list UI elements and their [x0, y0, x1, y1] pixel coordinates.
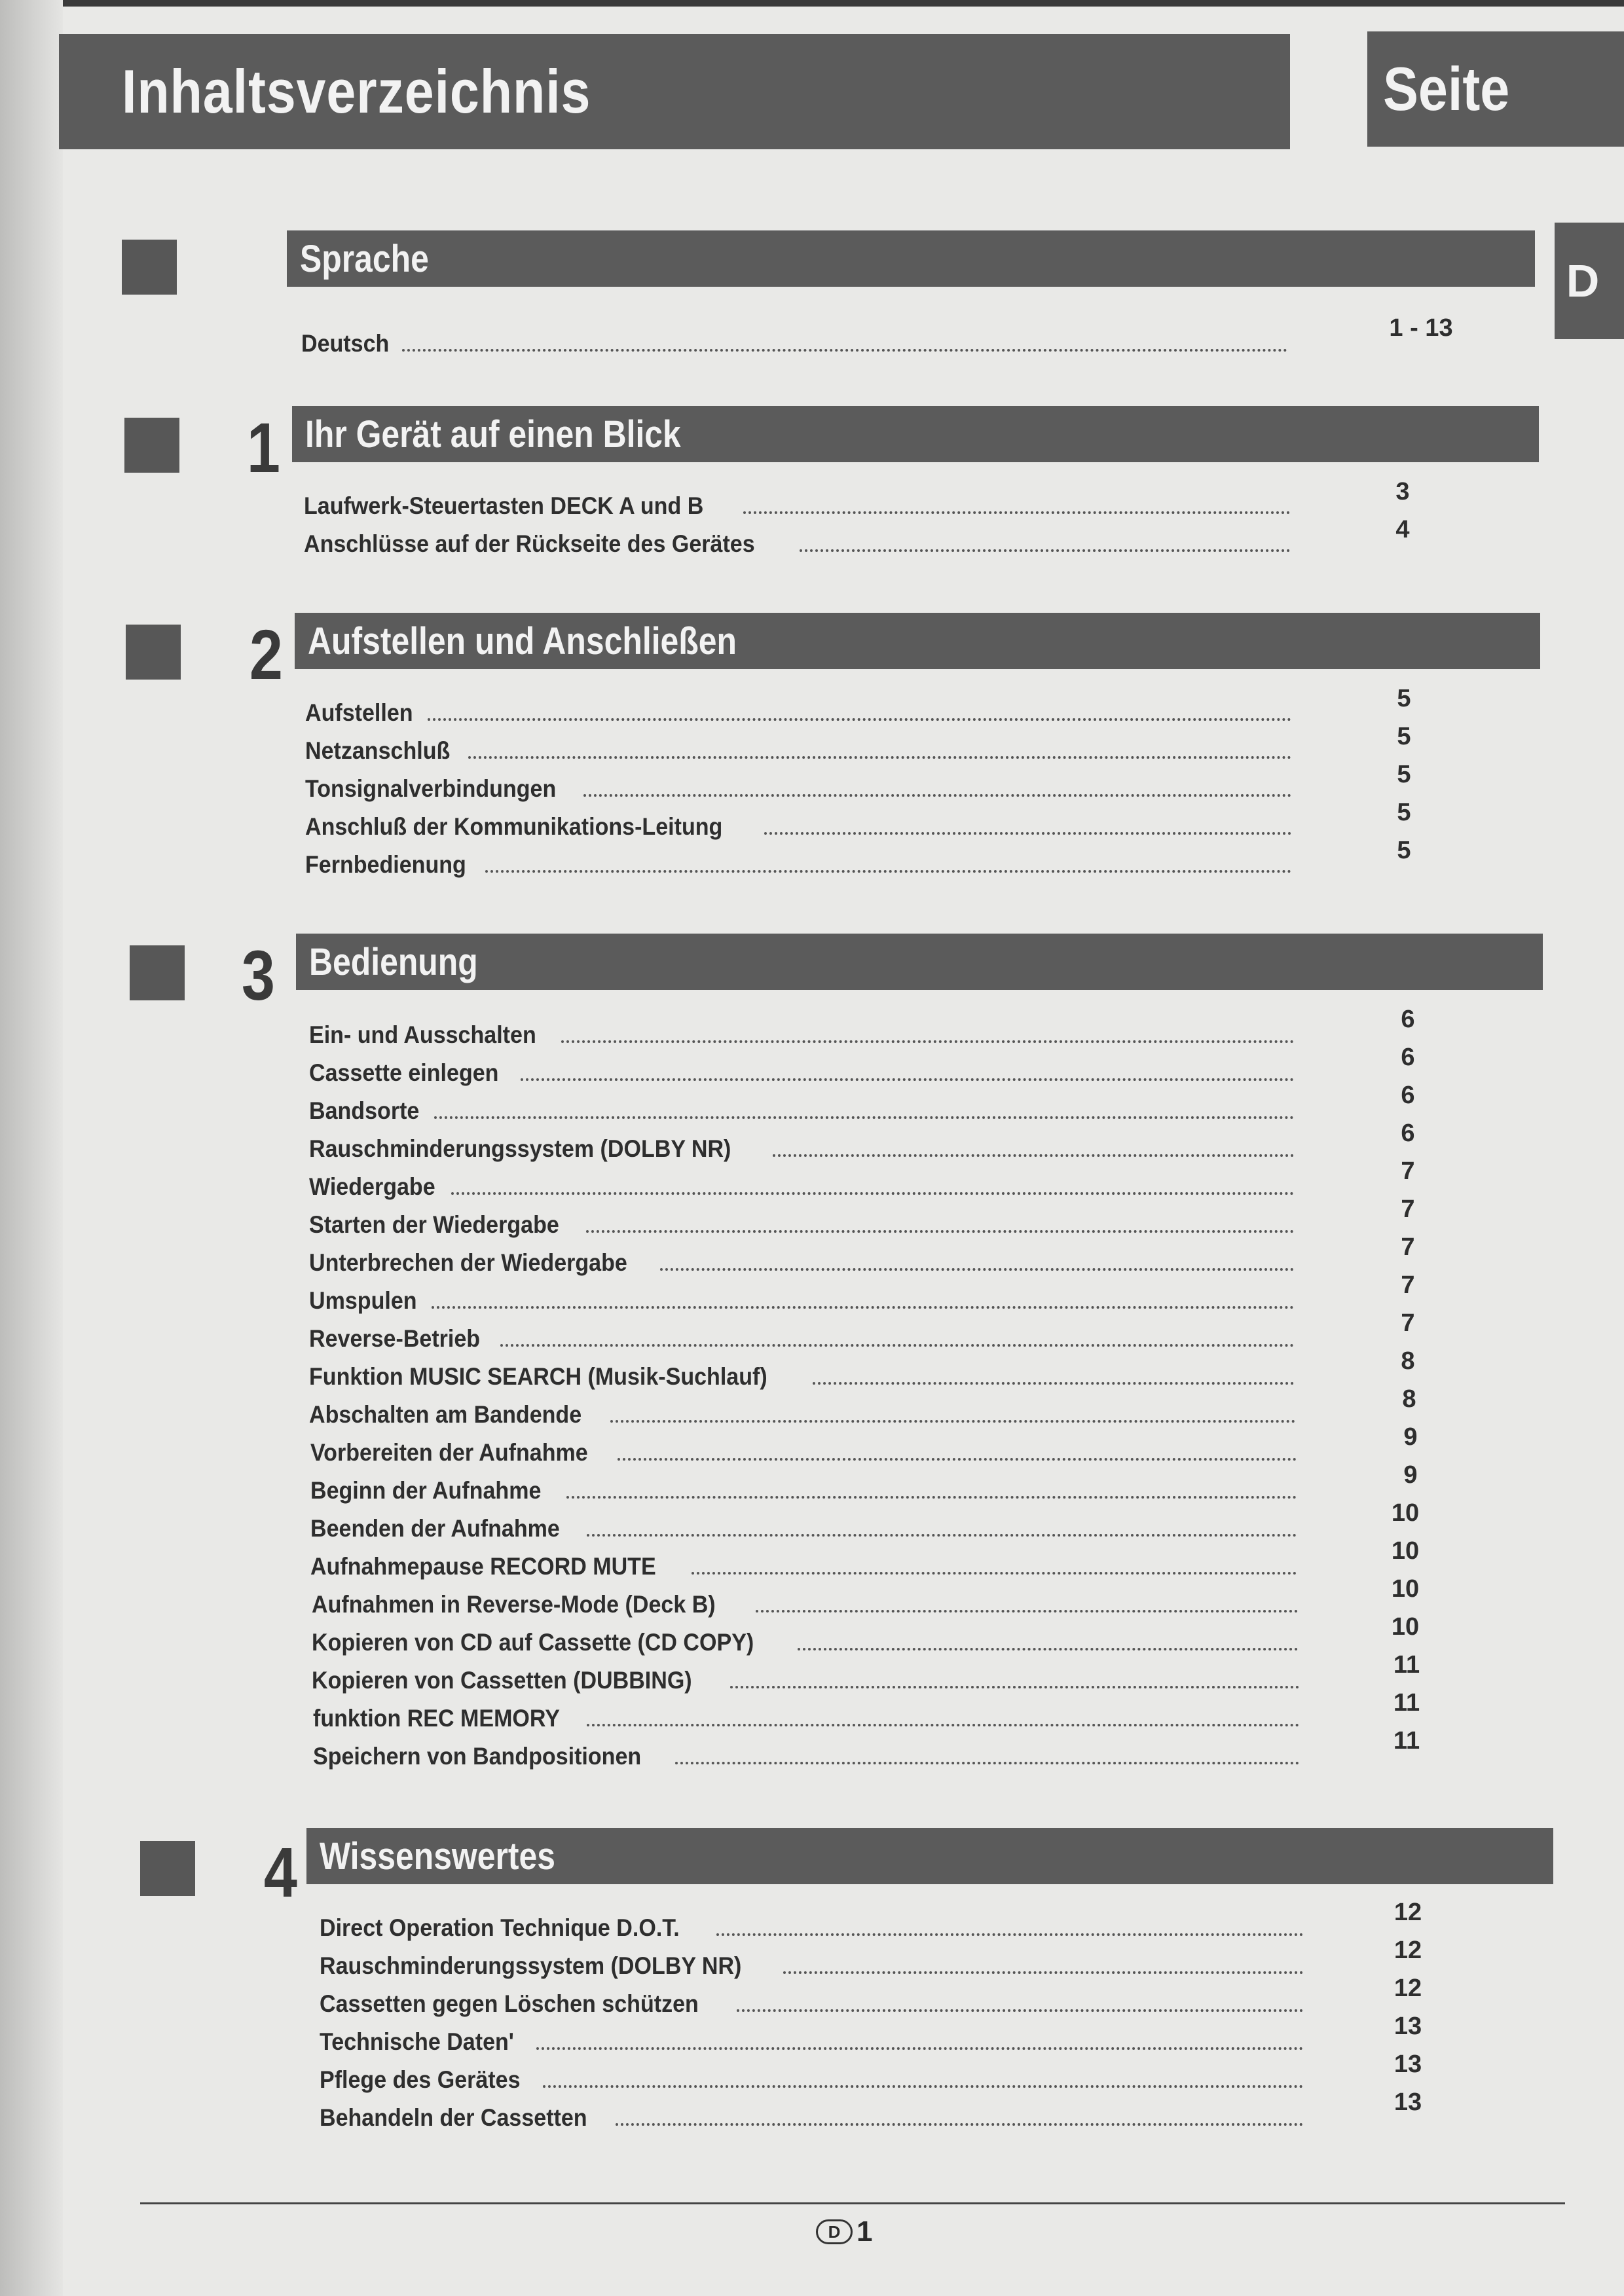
toc-entry-page: 7	[1401, 1157, 1415, 1185]
toc-entry-label: Netzanschluß	[305, 737, 451, 764]
toc-entry-page: 11	[1393, 1651, 1420, 1679]
toc-entry-label: Tonsignalverbindungen	[305, 775, 557, 802]
section-marker	[124, 418, 179, 473]
section-marker	[126, 625, 181, 680]
section-title: Aufstellen und Anschließen	[308, 619, 737, 663]
page-title: Inhaltsverzeichnis	[122, 57, 591, 126]
leader-dots	[730, 1686, 1299, 1688]
toc-entry[interactable]	[305, 689, 1291, 727]
leader-dots	[402, 349, 1287, 352]
toc-entry-page: 6	[1401, 1006, 1415, 1033]
toc-entry-label: Funktion MUSIC SEARCH (Musik-Suchlauf)	[309, 1363, 767, 1390]
toc-entry-label: Beenden der Aufnahme	[310, 1515, 560, 1542]
leader-dots	[566, 1496, 1297, 1499]
toc-entry-page: 6	[1401, 1044, 1415, 1071]
toc-entry-page: 7	[1401, 1309, 1415, 1337]
leader-dots	[610, 1420, 1295, 1423]
section-number: 4	[263, 1832, 297, 1912]
toc-entry-label: Bandsorte	[309, 1097, 420, 1124]
leader-dots	[536, 2047, 1303, 2050]
section-title-bar	[296, 934, 1543, 990]
section-title: Wissenswertes	[320, 1834, 555, 1878]
section-number: 2	[249, 615, 283, 694]
toc-entry-label: Aufstellen	[305, 699, 413, 726]
toc-entry[interactable]	[305, 765, 1291, 803]
toc-entry[interactable]	[305, 727, 1291, 765]
footer-language-badge: D	[816, 2219, 853, 2244]
toc-entry-label: Kopieren von CD auf Cassette (CD COPY)	[312, 1629, 754, 1656]
toc-entry-label: Direct Operation Technique D.O.T.	[320, 1914, 680, 1941]
toc-entry[interactable]	[320, 1980, 1303, 2018]
language-tab-label: D	[1566, 255, 1600, 306]
leader-dots	[764, 832, 1291, 835]
leader-dots	[756, 1610, 1298, 1613]
toc-entry[interactable]	[310, 1467, 1297, 1504]
toc-entry-page: 13	[1393, 2013, 1422, 2040]
page-top-edge	[0, 0, 1624, 7]
leader-dots	[798, 1648, 1298, 1650]
toc-entry[interactable]	[301, 319, 1287, 357]
toc-entry-page: 10	[1391, 1575, 1420, 1603]
toc-entry-label: Aufnahmen in Reverse-Mode (Deck B)	[312, 1591, 716, 1618]
leader-dots	[586, 1230, 1294, 1233]
page-column-header	[1367, 31, 1624, 147]
toc-entry[interactable]	[309, 1049, 1294, 1087]
leader-dots	[451, 1192, 1294, 1195]
toc-entry-page: 9	[1403, 1423, 1418, 1451]
toc-entry-label: Anschluß der Kommunikations-Leitung	[305, 813, 723, 840]
footer-rule	[140, 2202, 1565, 2204]
toc-entry[interactable]	[309, 1125, 1294, 1163]
toc-entry[interactable]	[309, 1391, 1295, 1429]
toc-entry-page: 13	[1393, 2050, 1422, 2078]
toc-entry-page: 6	[1401, 1082, 1415, 1109]
leader-dots	[543, 2085, 1303, 2088]
toc-entry[interactable]	[320, 2094, 1303, 2132]
toc-entry-label: Cassetten gegen Löschen schützen	[320, 1990, 699, 2017]
toc-entry[interactable]	[309, 1239, 1294, 1277]
toc-entry-label: Aufnahmepause RECORD MUTE	[310, 1553, 656, 1580]
section-number: 1	[246, 408, 280, 487]
toc-entry-label: Deutsch	[301, 330, 390, 357]
leader-dots	[675, 1762, 1299, 1764]
section-marker	[122, 240, 177, 295]
toc-entry[interactable]	[320, 1904, 1303, 1942]
toc-entry[interactable]	[309, 1201, 1294, 1239]
section-title: Bedienung	[309, 940, 478, 983]
toc-entry[interactable]	[309, 1011, 1294, 1049]
toc-entry[interactable]	[310, 1504, 1297, 1542]
toc-entry[interactable]	[312, 1580, 1298, 1618]
toc-entry-label: Behandeln der Cassetten	[320, 2104, 587, 2131]
toc-entry-label: Unterbrechen der Wiedergabe	[309, 1249, 627, 1276]
toc-entry-label: Pflege des Gerätes	[320, 2066, 521, 2093]
toc-entry-label: Fernbedienung	[305, 851, 466, 878]
toc-entry-page: 7	[1401, 1233, 1415, 1261]
toc-entry[interactable]	[312, 1656, 1299, 1694]
toc-entry[interactable]	[309, 1277, 1294, 1315]
toc-entry-page: 7	[1401, 1195, 1415, 1223]
page-left-edge	[0, 0, 63, 2296]
toc-entry[interactable]	[310, 1542, 1297, 1580]
toc-entry[interactable]	[320, 2056, 1303, 2094]
leader-dots	[500, 1344, 1294, 1347]
toc-entry[interactable]	[310, 1429, 1297, 1467]
toc-entry-label: Rauschminderungssystem (DOLBY NR)	[320, 1952, 742, 1979]
leader-dots	[737, 2009, 1303, 2012]
toc-entry-label: Anschlüsse auf der Rückseite des Gerätes	[304, 530, 755, 557]
toc-entry-page: 5	[1397, 685, 1411, 712]
leader-dots	[485, 870, 1291, 873]
toc-entry-page: 5	[1397, 837, 1411, 864]
section-title: Ihr Gerät auf einen Blick	[305, 412, 681, 456]
toc-entry[interactable]	[305, 803, 1291, 841]
toc-entry-label: Abschalten am Bandende	[309, 1401, 582, 1428]
section-marker	[140, 1841, 195, 1896]
toc-entry-page: 12	[1393, 1899, 1422, 1926]
section-title-bar	[295, 613, 1540, 669]
leader-dots	[716, 1933, 1303, 1936]
toc-entry-label: Kopieren von Cassetten (DUBBING)	[312, 1667, 692, 1694]
toc-entry[interactable]	[309, 1315, 1294, 1353]
toc-entry-page: 3	[1395, 478, 1410, 505]
leader-dots	[583, 794, 1291, 797]
leader-dots	[434, 1116, 1294, 1119]
toc-entry[interactable]	[304, 520, 1290, 558]
toc-entry-label: Wiedergabe	[309, 1173, 435, 1200]
toc-entry[interactable]	[309, 1087, 1294, 1125]
language-tab	[1555, 223, 1624, 339]
toc-entry-page: 10	[1391, 1613, 1420, 1641]
section-title-bar	[292, 406, 1539, 462]
toc-entry-page: 4	[1395, 516, 1410, 543]
footer	[816, 2215, 872, 2248]
toc-entry-page: 12	[1393, 1975, 1422, 2002]
toc-entry[interactable]	[313, 1732, 1299, 1770]
toc-entry-label: Cassette einlegen	[309, 1059, 499, 1086]
toc-entry-page: 10	[1391, 1537, 1420, 1565]
toc-entry-label: Speichern von Bandpositionen	[313, 1743, 642, 1770]
leader-dots	[692, 1572, 1297, 1575]
leader-dots	[587, 1724, 1299, 1726]
toc-entry[interactable]	[309, 1353, 1294, 1391]
leader-dots	[743, 511, 1290, 514]
toc-entry-label: Rauschminderungssystem (DOLBY NR)	[309, 1135, 731, 1162]
title-bar	[59, 34, 1290, 149]
leader-dots	[660, 1268, 1294, 1271]
toc-entry-page: 9	[1403, 1461, 1418, 1489]
page-column-label: Seite	[1383, 54, 1510, 123]
toc-entry-page: 5	[1397, 799, 1411, 826]
leader-dots	[783, 1971, 1303, 1974]
leader-dots	[521, 1078, 1294, 1081]
leader-dots	[616, 2123, 1303, 2126]
toc-entry-page: 5	[1397, 761, 1411, 788]
toc-entry-page: 6	[1401, 1120, 1415, 1147]
toc-entry-page: 11	[1393, 1727, 1420, 1755]
toc-entry[interactable]	[305, 841, 1291, 879]
toc-entry-label: Ein- und Ausschalten	[309, 1021, 536, 1048]
toc-entry-page: 5	[1397, 723, 1411, 750]
leader-dots	[800, 549, 1290, 552]
toc-entry[interactable]	[320, 1942, 1303, 1980]
toc-entry-page: 8	[1401, 1347, 1415, 1375]
toc-entry-page: 11	[1393, 1689, 1420, 1717]
section-title-bar	[306, 1828, 1553, 1884]
toc-entry-page: 1 - 13	[1389, 314, 1453, 342]
toc-entry-label: funktion REC MEMORY	[313, 1705, 560, 1732]
toc-entry[interactable]	[309, 1163, 1294, 1201]
leader-dots	[432, 1306, 1294, 1309]
toc-entry-page: 12	[1393, 1937, 1422, 1964]
toc-entry[interactable]	[312, 1618, 1298, 1656]
toc-entry-page: 7	[1401, 1271, 1415, 1299]
toc-entry-page: 13	[1393, 2088, 1422, 2116]
toc-entry-label: Reverse-Betrieb	[309, 1325, 481, 1352]
toc-entry-label: Vorbereiten der Aufnahme	[310, 1439, 588, 1466]
toc-entry-label: Technische Daten'	[320, 2028, 514, 2055]
section-title-bar	[287, 230, 1535, 287]
section-marker	[130, 945, 185, 1000]
section-number: 3	[241, 936, 275, 1015]
leader-dots	[813, 1382, 1294, 1385]
leader-dots	[587, 1534, 1297, 1537]
toc-entry-label: Starten der Wiedergabe	[309, 1211, 559, 1238]
toc-entry-page: 8	[1402, 1385, 1416, 1413]
toc-entry-label: Umspulen	[309, 1287, 417, 1314]
leader-dots	[468, 756, 1291, 759]
toc-entry-label: Laufwerk-Steuertasten DECK A und B	[304, 492, 704, 519]
toc-entry[interactable]	[313, 1694, 1299, 1732]
leader-dots	[561, 1040, 1294, 1043]
toc-entry-page: 10	[1391, 1499, 1420, 1527]
leader-dots	[773, 1154, 1294, 1157]
toc-entry[interactable]	[304, 482, 1290, 520]
toc-entry-label: Beginn der Aufnahme	[310, 1477, 542, 1504]
leader-dots	[428, 718, 1291, 721]
footer-page-number: 1	[857, 2215, 873, 2248]
section-title: Sprache	[300, 237, 429, 280]
toc-entry[interactable]	[320, 2018, 1303, 2056]
leader-dots	[618, 1458, 1297, 1461]
